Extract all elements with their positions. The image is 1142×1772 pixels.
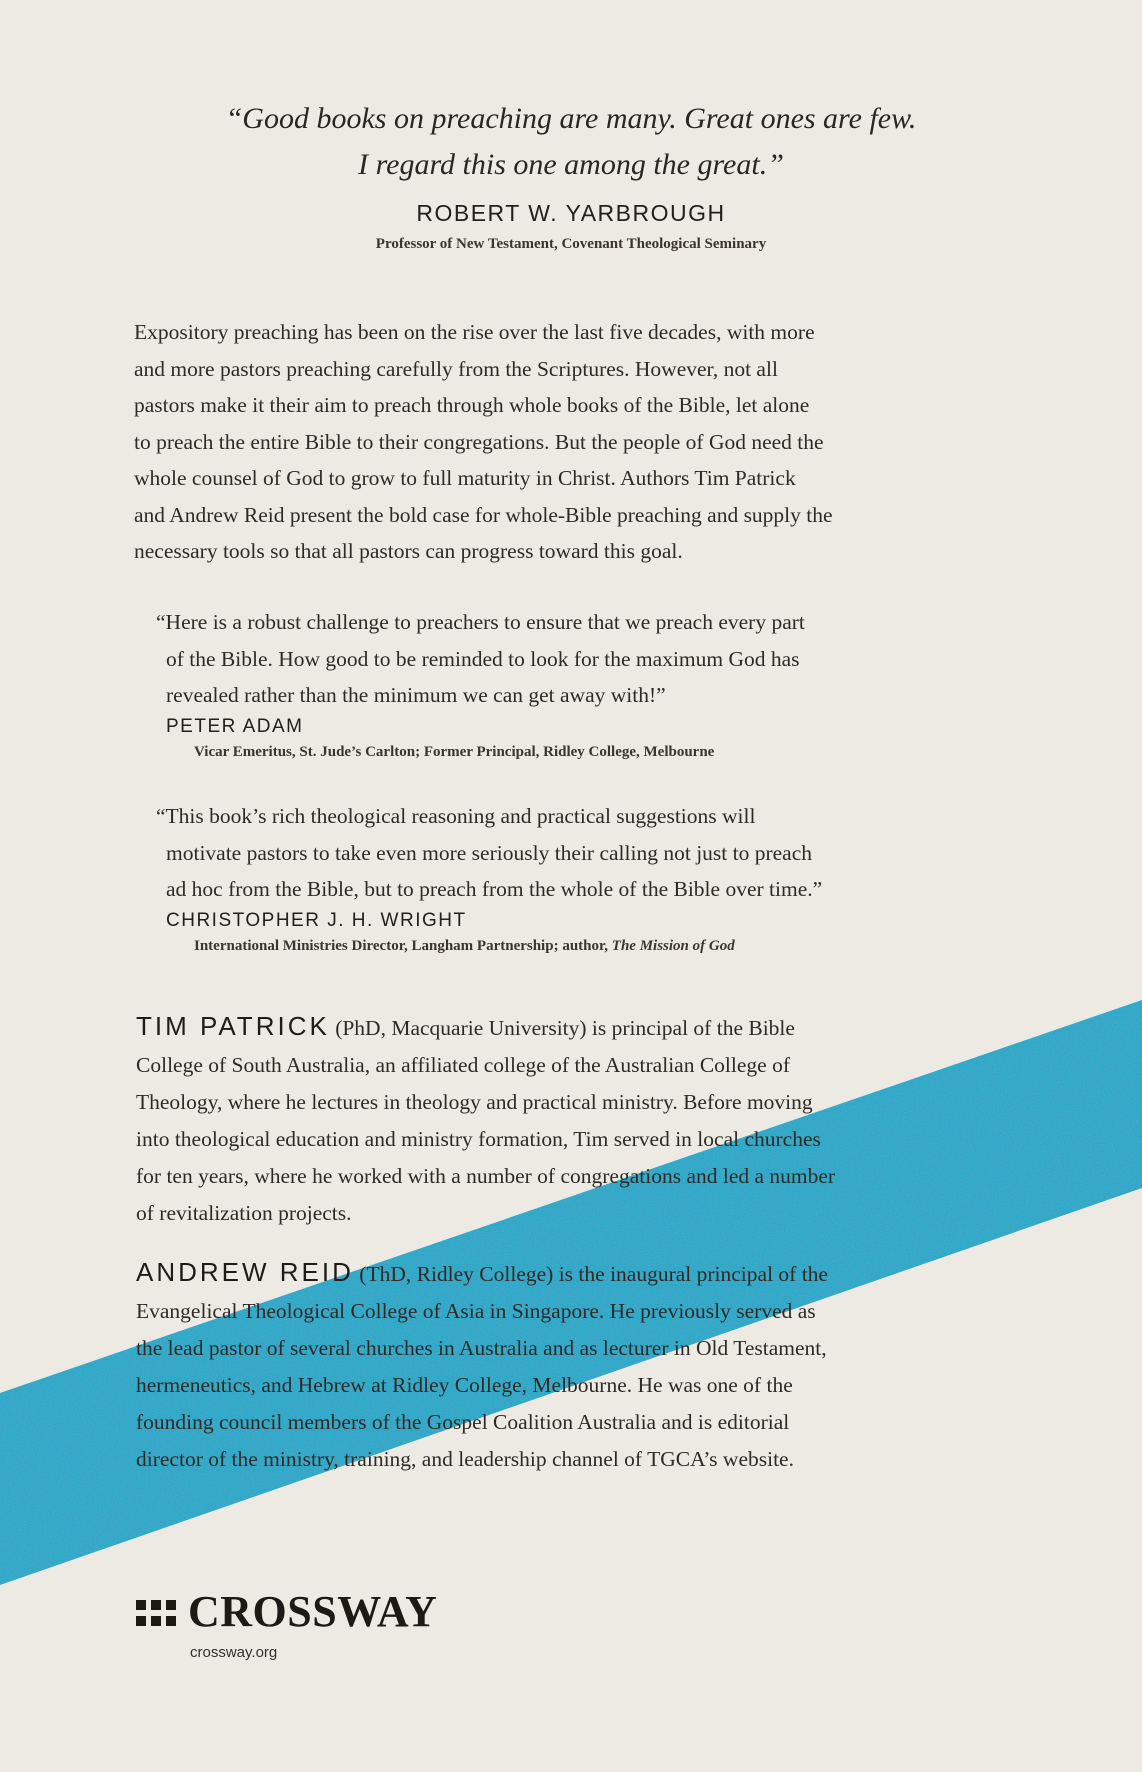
publisher-logo bbox=[136, 1587, 438, 1636]
bio-first-line: (ThD, Ridley College) is the inaugural principal of the bbox=[353, 1262, 828, 1286]
quote-line: “Here is a robust challenge to preachers to ensure that we preach every part bbox=[156, 610, 805, 634]
description-line: Expository preaching has been on the rise over the last five decades, with more bbox=[134, 320, 815, 344]
quote-line: “Good books on preaching are many. Great ones are few. bbox=[225, 102, 917, 135]
endorsement-quote bbox=[156, 604, 996, 714]
endorser-name: PETER ADAM bbox=[166, 715, 304, 737]
description-line: to preach the entire Bible to their congregations. But the people of God need the bbox=[134, 429, 824, 454]
bio-line: College of South Australia, an affiliated college of the Australian College of bbox=[136, 1053, 790, 1077]
quote-line: motivate pastors to take even more seriously their calling not just to preach bbox=[166, 840, 813, 865]
bio-line: hermeneutics, and Hebrew at Ridley College, Melbourne. He was one of the bbox=[136, 1373, 793, 1397]
endorser-name: CHRISTOPHER J. H. WRIGHT bbox=[166, 909, 467, 931]
bio-line: Theology, where he lectures in theology and practical ministry. Before moving bbox=[136, 1090, 813, 1114]
description-line: pastors make it their aim to preach through whole books of the Bible, let alone bbox=[134, 393, 810, 417]
description-line: and Andrew Reid present the bold case for whole-Bible preaching and supply the bbox=[134, 502, 833, 527]
quote-line: revealed rather than the minimum we can get away with!” bbox=[166, 683, 666, 707]
bio-line: for ten years, where he worked with a number of congregations and led a number bbox=[136, 1164, 836, 1188]
bio-line: into theological education and ministry formation, Tim served in local churches bbox=[136, 1127, 821, 1151]
quote-line: ad hoc from the Bible, but to preach from the whole of the Bible over time.” bbox=[166, 877, 823, 901]
quote-line: of the Bible. How good to be reminded to look for the maximum God has bbox=[166, 646, 800, 671]
endorsement-quote bbox=[156, 798, 996, 908]
book-description bbox=[134, 314, 994, 570]
description-line: and more pastors preaching carefully from the Scriptures. However, not all bbox=[134, 356, 778, 381]
description-line: whole counsel of God to grow to full maturity in Christ. Authors Tim Patrick bbox=[134, 466, 796, 490]
quote-line: I regard this one among the great.” bbox=[358, 148, 784, 181]
top-endorser-name: ROBERT W. YARBROUGH bbox=[416, 200, 726, 226]
bio-line: of revitalization projects. bbox=[136, 1201, 352, 1225]
bio-line: the lead pastor of several churches in Australia and as lecturer in Old Testament, bbox=[136, 1336, 827, 1360]
publisher-url: crossway.org bbox=[190, 1644, 278, 1661]
endorsement-christopher-wright bbox=[156, 798, 996, 955]
bio-line: Evangelical Theological College of Asia in Singapore. He previously served as bbox=[136, 1299, 816, 1323]
bio-line: founding council members of the Gospel Coalition Australia and is editorial bbox=[136, 1410, 790, 1434]
crossway-mark-icon bbox=[136, 1594, 176, 1630]
author-name: ANDREW REID bbox=[136, 1257, 354, 1287]
bio-first-line: (PhD, Macquarie University) is principal of the Bible bbox=[329, 1016, 795, 1040]
author-name: TIM PATRICK bbox=[136, 1011, 330, 1041]
endorsement-peter-adam bbox=[156, 604, 996, 761]
quote-line: “This book’s rich theological reasoning and practical suggestions will bbox=[156, 804, 756, 828]
book-title: The Mission of God bbox=[611, 937, 735, 954]
publisher-name: CROSSWAY bbox=[188, 1587, 438, 1636]
bio-line: director of the ministry, training, and leadership channel of TGCA’s website. bbox=[136, 1447, 794, 1471]
author-bio-tim-patrick bbox=[136, 1008, 996, 1232]
top-endorser-role: Professor of New Testament, Covenant Theological Seminary bbox=[375, 236, 767, 252]
role-text: International Ministries Director, Langham Partnership; author, bbox=[194, 937, 612, 954]
endorser-role bbox=[194, 938, 996, 955]
top-endorsement-quote bbox=[0, 96, 1142, 188]
endorser-role: Vicar Emeritus, St. Jude’s Carlton; Former Principal, Ridley College, Melbourne bbox=[194, 743, 715, 760]
description-line: necessary tools so that all pastors can progress toward this goal. bbox=[134, 539, 683, 563]
author-bio-andrew-reid bbox=[136, 1254, 996, 1478]
